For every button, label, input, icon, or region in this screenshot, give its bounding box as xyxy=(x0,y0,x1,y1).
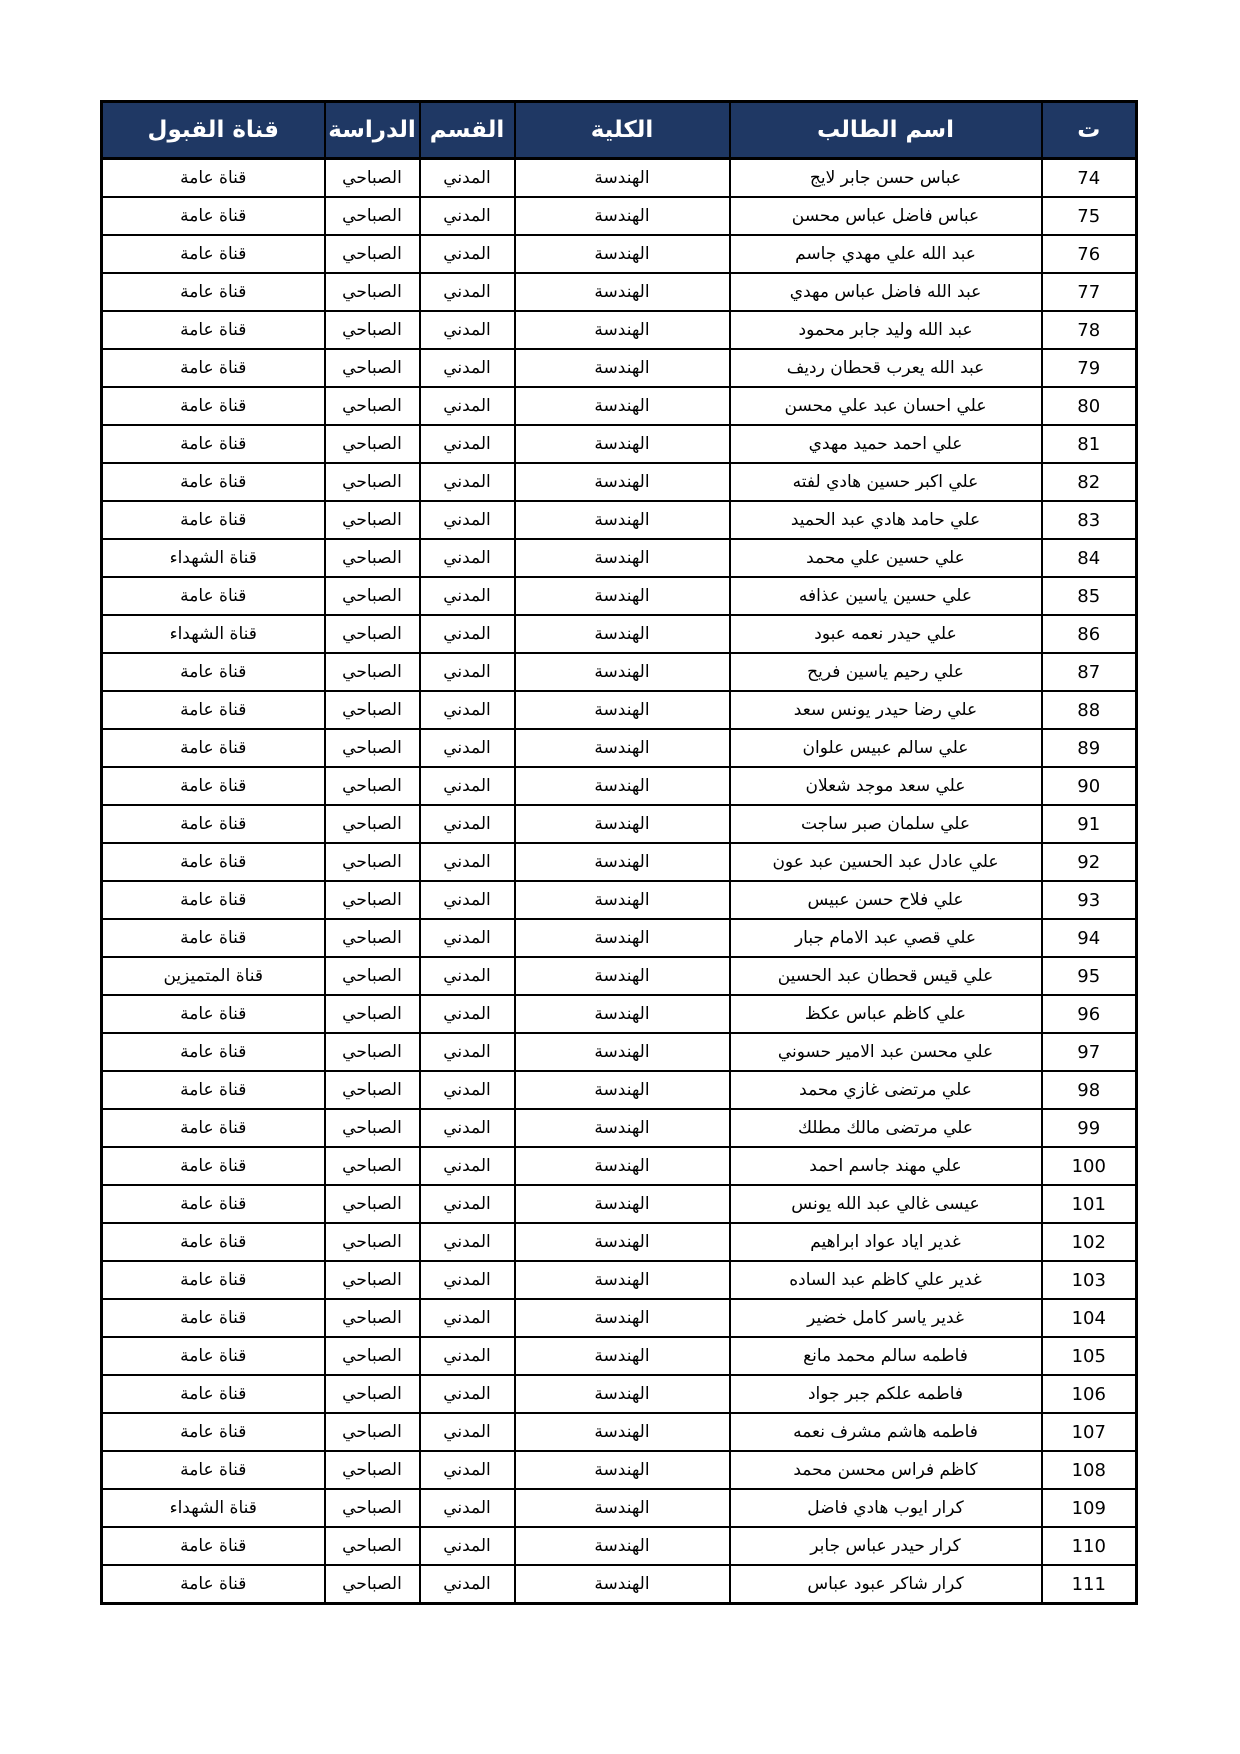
table-body xyxy=(102,159,1137,1604)
cell-student-name: عيسى غالي عبد الله يونس xyxy=(730,1185,1042,1223)
table-row xyxy=(102,653,1137,691)
cell-college: الهندسة xyxy=(515,425,730,463)
cell-study: الصباحي xyxy=(325,577,420,615)
table-row xyxy=(102,273,1137,311)
cell-department: المدني xyxy=(420,767,515,805)
students-table xyxy=(100,100,1138,1605)
table-row xyxy=(102,691,1137,729)
cell-student-name: علي حيدر نعمه عبود xyxy=(730,615,1042,653)
cell-college: الهندسة xyxy=(515,1375,730,1413)
table-row xyxy=(102,501,1137,539)
cell-college: الهندسة xyxy=(515,1071,730,1109)
cell-college: الهندسة xyxy=(515,311,730,349)
cell-serial: 81 xyxy=(1042,425,1137,463)
cell-student-name: غدير ياسر كامل خضير xyxy=(730,1299,1042,1337)
table-row xyxy=(102,463,1137,501)
table-row xyxy=(102,805,1137,843)
cell-college: الهندسة xyxy=(515,615,730,653)
cell-study: الصباحي xyxy=(325,1337,420,1375)
cell-college: الهندسة xyxy=(515,1451,730,1489)
cell-student-name: غدير علي كاظم عبد الساده xyxy=(730,1261,1042,1299)
cell-college: الهندسة xyxy=(515,235,730,273)
cell-college: الهندسة xyxy=(515,1147,730,1185)
cell-study: الصباحي xyxy=(325,729,420,767)
cell-admission-channel: قناة عامة xyxy=(102,159,325,198)
cell-admission-channel: قناة عامة xyxy=(102,843,325,881)
cell-serial: 98 xyxy=(1042,1071,1137,1109)
cell-student-name: علي مرتضى مالك مطلك xyxy=(730,1109,1042,1147)
cell-study: الصباحي xyxy=(325,767,420,805)
cell-admission-channel: قناة المتميزين xyxy=(102,957,325,995)
cell-department: المدني xyxy=(420,881,515,919)
table-row xyxy=(102,349,1137,387)
cell-serial: 103 xyxy=(1042,1261,1137,1299)
cell-serial: 105 xyxy=(1042,1337,1137,1375)
cell-department: المدني xyxy=(420,1413,515,1451)
cell-college: الهندسة xyxy=(515,1185,730,1223)
cell-college: الهندسة xyxy=(515,1223,730,1261)
cell-college: الهندسة xyxy=(515,805,730,843)
cell-college: الهندسة xyxy=(515,1489,730,1527)
cell-department: المدني xyxy=(420,1489,515,1527)
table-row xyxy=(102,1147,1137,1185)
cell-department: المدني xyxy=(420,957,515,995)
cell-serial: 109 xyxy=(1042,1489,1137,1527)
cell-student-name: عبد الله يعرب قحطان رديف xyxy=(730,349,1042,387)
cell-college: الهندسة xyxy=(515,273,730,311)
cell-admission-channel: قناة عامة xyxy=(102,425,325,463)
cell-college: الهندسة xyxy=(515,729,730,767)
cell-student-name: غدير اياد عواد ابراهيم xyxy=(730,1223,1042,1261)
cell-department: المدني xyxy=(420,311,515,349)
cell-admission-channel: قناة عامة xyxy=(102,1565,325,1604)
cell-serial: 82 xyxy=(1042,463,1137,501)
cell-study: الصباحي xyxy=(325,387,420,425)
cell-department: المدني xyxy=(420,919,515,957)
table-row xyxy=(102,539,1137,577)
table-row xyxy=(102,1413,1137,1451)
cell-student-name: فاطمه علكم جبر جواد xyxy=(730,1375,1042,1413)
header-college: الكلية xyxy=(515,102,730,159)
cell-department: المدني xyxy=(420,1223,515,1261)
cell-college: الهندسة xyxy=(515,1337,730,1375)
table-row xyxy=(102,995,1137,1033)
cell-college: الهندسة xyxy=(515,501,730,539)
cell-admission-channel: قناة عامة xyxy=(102,691,325,729)
cell-study: الصباحي xyxy=(325,539,420,577)
cell-student-name: كرار حيدر عباس جابر xyxy=(730,1527,1042,1565)
header-serial: ت xyxy=(1042,102,1137,159)
cell-admission-channel: قناة عامة xyxy=(102,919,325,957)
cell-study: الصباحي xyxy=(325,843,420,881)
table-row xyxy=(102,1451,1137,1489)
cell-department: المدني xyxy=(420,463,515,501)
cell-serial: 86 xyxy=(1042,615,1137,653)
cell-college: الهندسة xyxy=(515,577,730,615)
cell-serial: 107 xyxy=(1042,1413,1137,1451)
cell-serial: 87 xyxy=(1042,653,1137,691)
cell-study: الصباحي xyxy=(325,1033,420,1071)
cell-study: الصباحي xyxy=(325,1565,420,1604)
cell-admission-channel: قناة عامة xyxy=(102,387,325,425)
cell-serial: 90 xyxy=(1042,767,1137,805)
header-department: القسم xyxy=(420,102,515,159)
cell-study: الصباحي xyxy=(325,349,420,387)
cell-department: المدني xyxy=(420,1299,515,1337)
cell-student-name: فاطمه هاشم مشرف نعمه xyxy=(730,1413,1042,1451)
cell-student-name: كرار شاكر عبود عباس xyxy=(730,1565,1042,1604)
cell-department: المدني xyxy=(420,349,515,387)
cell-study: الصباحي xyxy=(325,235,420,273)
cell-admission-channel: قناة عامة xyxy=(102,1109,325,1147)
cell-serial: 95 xyxy=(1042,957,1137,995)
cell-student-name: علي سعد موجد شعلان xyxy=(730,767,1042,805)
cell-department: المدني xyxy=(420,691,515,729)
cell-serial: 91 xyxy=(1042,805,1137,843)
cell-college: الهندسة xyxy=(515,957,730,995)
cell-admission-channel: قناة عامة xyxy=(102,1527,325,1565)
cell-college: الهندسة xyxy=(515,653,730,691)
cell-serial: 94 xyxy=(1042,919,1137,957)
cell-admission-channel: قناة عامة xyxy=(102,463,325,501)
cell-student-name: علي حسين ياسين عذافه xyxy=(730,577,1042,615)
cell-serial: 75 xyxy=(1042,197,1137,235)
cell-admission-channel: قناة عامة xyxy=(102,1147,325,1185)
cell-department: المدني xyxy=(420,197,515,235)
cell-serial: 108 xyxy=(1042,1451,1137,1489)
table-row xyxy=(102,1223,1137,1261)
cell-serial: 74 xyxy=(1042,159,1137,198)
cell-department: المدني xyxy=(420,273,515,311)
table-row xyxy=(102,425,1137,463)
table-row xyxy=(102,729,1137,767)
cell-serial: 76 xyxy=(1042,235,1137,273)
cell-admission-channel: قناة عامة xyxy=(102,349,325,387)
cell-department: المدني xyxy=(420,1451,515,1489)
cell-admission-channel: قناة عامة xyxy=(102,273,325,311)
cell-department: المدني xyxy=(420,1071,515,1109)
cell-serial: 106 xyxy=(1042,1375,1137,1413)
cell-student-name: علي احسان عبد علي محسن xyxy=(730,387,1042,425)
cell-department: المدني xyxy=(420,729,515,767)
cell-department: المدني xyxy=(420,501,515,539)
cell-study: الصباحي xyxy=(325,615,420,653)
table-row xyxy=(102,1527,1137,1565)
cell-student-name: علي سلمان صبر ساجت xyxy=(730,805,1042,843)
cell-student-name: علي محسن عبد الامير حسوني xyxy=(730,1033,1042,1071)
cell-department: المدني xyxy=(420,1033,515,1071)
cell-serial: 99 xyxy=(1042,1109,1137,1147)
cell-college: الهندسة xyxy=(515,995,730,1033)
table-row xyxy=(102,919,1137,957)
cell-student-name: علي قيس قحطان عبد الحسين xyxy=(730,957,1042,995)
table-row xyxy=(102,1109,1137,1147)
cell-student-name: علي عادل عبد الحسين عبد عون xyxy=(730,843,1042,881)
cell-student-name: علي احمد حميد مهدي xyxy=(730,425,1042,463)
cell-student-name: علي سالم عبيس علوان xyxy=(730,729,1042,767)
cell-study: الصباحي xyxy=(325,881,420,919)
table-header xyxy=(102,102,1137,159)
cell-study: الصباحي xyxy=(325,691,420,729)
cell-serial: 84 xyxy=(1042,539,1137,577)
cell-department: المدني xyxy=(420,805,515,843)
cell-college: الهندسة xyxy=(515,691,730,729)
cell-department: المدني xyxy=(420,1185,515,1223)
cell-study: الصباحي xyxy=(325,1527,420,1565)
cell-admission-channel: قناة عامة xyxy=(102,805,325,843)
cell-admission-channel: قناة عامة xyxy=(102,311,325,349)
cell-department: المدني xyxy=(420,539,515,577)
table-row xyxy=(102,957,1137,995)
cell-admission-channel: قناة عامة xyxy=(102,501,325,539)
cell-department: المدني xyxy=(420,235,515,273)
cell-college: الهندسة xyxy=(515,349,730,387)
cell-serial: 93 xyxy=(1042,881,1137,919)
table-row xyxy=(102,159,1137,198)
cell-study: الصباحي xyxy=(325,1109,420,1147)
cell-admission-channel: قناة عامة xyxy=(102,1299,325,1337)
cell-admission-channel: قناة عامة xyxy=(102,1223,325,1261)
cell-student-name: علي رحيم ياسين فريح xyxy=(730,653,1042,691)
cell-college: الهندسة xyxy=(515,881,730,919)
table-row xyxy=(102,1261,1137,1299)
cell-admission-channel: قناة الشهداء xyxy=(102,615,325,653)
cell-department: المدني xyxy=(420,1147,515,1185)
cell-department: المدني xyxy=(420,159,515,198)
cell-department: المدني xyxy=(420,1375,515,1413)
cell-student-name: عباس حسن جابر لايج xyxy=(730,159,1042,198)
cell-department: المدني xyxy=(420,843,515,881)
cell-department: المدني xyxy=(420,387,515,425)
cell-admission-channel: قناة الشهداء xyxy=(102,1489,325,1527)
cell-serial: 89 xyxy=(1042,729,1137,767)
cell-admission-channel: قناة عامة xyxy=(102,1033,325,1071)
cell-department: المدني xyxy=(420,1527,515,1565)
cell-student-name: عبد الله وليد جابر محمود xyxy=(730,311,1042,349)
cell-college: الهندسة xyxy=(515,1299,730,1337)
cell-department: المدني xyxy=(420,425,515,463)
table-row xyxy=(102,1299,1137,1337)
cell-serial: 78 xyxy=(1042,311,1137,349)
cell-study: الصباحي xyxy=(325,1261,420,1299)
table-row xyxy=(102,311,1137,349)
cell-study: الصباحي xyxy=(325,1185,420,1223)
table-row xyxy=(102,1185,1137,1223)
cell-department: المدني xyxy=(420,1261,515,1299)
cell-admission-channel: قناة عامة xyxy=(102,577,325,615)
cell-college: الهندسة xyxy=(515,919,730,957)
cell-study: الصباحي xyxy=(325,1223,420,1261)
cell-student-name: علي قصي عبد الامام جبار xyxy=(730,919,1042,957)
cell-admission-channel: قناة عامة xyxy=(102,1451,325,1489)
table-row xyxy=(102,1565,1137,1604)
cell-department: المدني xyxy=(420,995,515,1033)
cell-serial: 79 xyxy=(1042,349,1137,387)
cell-admission-channel: قناة عامة xyxy=(102,1375,325,1413)
cell-serial: 101 xyxy=(1042,1185,1137,1223)
cell-college: الهندسة xyxy=(515,387,730,425)
cell-admission-channel: قناة عامة xyxy=(102,653,325,691)
cell-student-name: كرار ايوب هادي فاضل xyxy=(730,1489,1042,1527)
header-admission-channel: قناة القبول xyxy=(102,102,325,159)
table-row xyxy=(102,577,1137,615)
cell-serial: 88 xyxy=(1042,691,1137,729)
cell-serial: 92 xyxy=(1042,843,1137,881)
cell-study: الصباحي xyxy=(325,1071,420,1109)
cell-serial: 100 xyxy=(1042,1147,1137,1185)
cell-student-name: علي رضا حيدر يونس سعد xyxy=(730,691,1042,729)
cell-college: الهندسة xyxy=(515,539,730,577)
cell-department: المدني xyxy=(420,1565,515,1604)
cell-student-name: علي حسين علي محمد xyxy=(730,539,1042,577)
table-row xyxy=(102,1071,1137,1109)
cell-college: الهندسة xyxy=(515,843,730,881)
cell-college: الهندسة xyxy=(515,1033,730,1071)
cell-college: الهندسة xyxy=(515,1565,730,1604)
cell-admission-channel: قناة عامة xyxy=(102,767,325,805)
cell-college: الهندسة xyxy=(515,197,730,235)
cell-student-name: علي اكبر حسين هادي لفته xyxy=(730,463,1042,501)
cell-department: المدني xyxy=(420,615,515,653)
cell-study: الصباحي xyxy=(325,311,420,349)
cell-study: الصباحي xyxy=(325,919,420,957)
header-row xyxy=(102,102,1137,159)
cell-college: الهندسة xyxy=(515,1527,730,1565)
cell-study: الصباحي xyxy=(325,1451,420,1489)
cell-study: الصباحي xyxy=(325,425,420,463)
cell-admission-channel: قناة عامة xyxy=(102,1337,325,1375)
cell-student-name: علي كاظم عباس عكظ xyxy=(730,995,1042,1033)
table-row xyxy=(102,197,1137,235)
cell-serial: 96 xyxy=(1042,995,1137,1033)
cell-serial: 83 xyxy=(1042,501,1137,539)
cell-department: المدني xyxy=(420,653,515,691)
cell-college: الهندسة xyxy=(515,463,730,501)
cell-college: الهندسة xyxy=(515,159,730,198)
cell-admission-channel: قناة الشهداء xyxy=(102,539,325,577)
cell-serial: 77 xyxy=(1042,273,1137,311)
header-study: الدراسة xyxy=(325,102,420,159)
table-row xyxy=(102,881,1137,919)
table-row xyxy=(102,1375,1137,1413)
cell-study: الصباحي xyxy=(325,957,420,995)
cell-department: المدني xyxy=(420,577,515,615)
cell-admission-channel: قناة عامة xyxy=(102,729,325,767)
cell-serial: 97 xyxy=(1042,1033,1137,1071)
cell-admission-channel: قناة عامة xyxy=(102,881,325,919)
cell-admission-channel: قناة عامة xyxy=(102,1071,325,1109)
cell-college: الهندسة xyxy=(515,1261,730,1299)
cell-student-name: كاظم فراس محسن محمد xyxy=(730,1451,1042,1489)
cell-admission-channel: قناة عامة xyxy=(102,995,325,1033)
cell-college: الهندسة xyxy=(515,767,730,805)
table-row xyxy=(102,387,1137,425)
cell-department: المدني xyxy=(420,1337,515,1375)
table-row xyxy=(102,1337,1137,1375)
cell-study: الصباحي xyxy=(325,159,420,198)
cell-admission-channel: قناة عامة xyxy=(102,1185,325,1223)
cell-student-name: علي فلاح حسن عبيس xyxy=(730,881,1042,919)
cell-student-name: عباس فاضل عباس محسن xyxy=(730,197,1042,235)
cell-serial: 85 xyxy=(1042,577,1137,615)
cell-study: الصباحي xyxy=(325,1299,420,1337)
table-row xyxy=(102,843,1137,881)
cell-serial: 110 xyxy=(1042,1527,1137,1565)
cell-student-name: علي حامد هادي عبد الحميد xyxy=(730,501,1042,539)
table-row xyxy=(102,235,1137,273)
cell-admission-channel: قناة عامة xyxy=(102,197,325,235)
cell-admission-channel: قناة عامة xyxy=(102,1261,325,1299)
table-row xyxy=(102,615,1137,653)
cell-serial: 111 xyxy=(1042,1565,1137,1604)
cell-study: الصباحي xyxy=(325,1413,420,1451)
table-row xyxy=(102,1033,1137,1071)
cell-college: الهندسة xyxy=(515,1413,730,1451)
cell-study: الصباحي xyxy=(325,805,420,843)
table-row xyxy=(102,767,1137,805)
cell-student-name: علي مرتضى غازي محمد xyxy=(730,1071,1042,1109)
cell-serial: 80 xyxy=(1042,387,1137,425)
cell-student-name: عبد الله علي مهدي جاسم xyxy=(730,235,1042,273)
cell-serial: 104 xyxy=(1042,1299,1137,1337)
table-row xyxy=(102,1489,1137,1527)
cell-serial: 102 xyxy=(1042,1223,1137,1261)
cell-study: الصباحي xyxy=(325,463,420,501)
cell-student-name: علي مهند جاسم احمد xyxy=(730,1147,1042,1185)
cell-study: الصباحي xyxy=(325,1147,420,1185)
cell-college: الهندسة xyxy=(515,1109,730,1147)
cell-study: الصباحي xyxy=(325,1375,420,1413)
cell-study: الصباحي xyxy=(325,273,420,311)
cell-student-name: فاطمه سالم محمد مانع xyxy=(730,1337,1042,1375)
cell-study: الصباحي xyxy=(325,653,420,691)
cell-department: المدني xyxy=(420,1109,515,1147)
header-student-name: اسم الطالب xyxy=(730,102,1042,159)
cell-admission-channel: قناة عامة xyxy=(102,1413,325,1451)
cell-study: الصباحي xyxy=(325,1489,420,1527)
cell-student-name: عبد الله فاضل عباس مهدي xyxy=(730,273,1042,311)
cell-study: الصباحي xyxy=(325,197,420,235)
cell-study: الصباحي xyxy=(325,501,420,539)
cell-admission-channel: قناة عامة xyxy=(102,235,325,273)
cell-study: الصباحي xyxy=(325,995,420,1033)
